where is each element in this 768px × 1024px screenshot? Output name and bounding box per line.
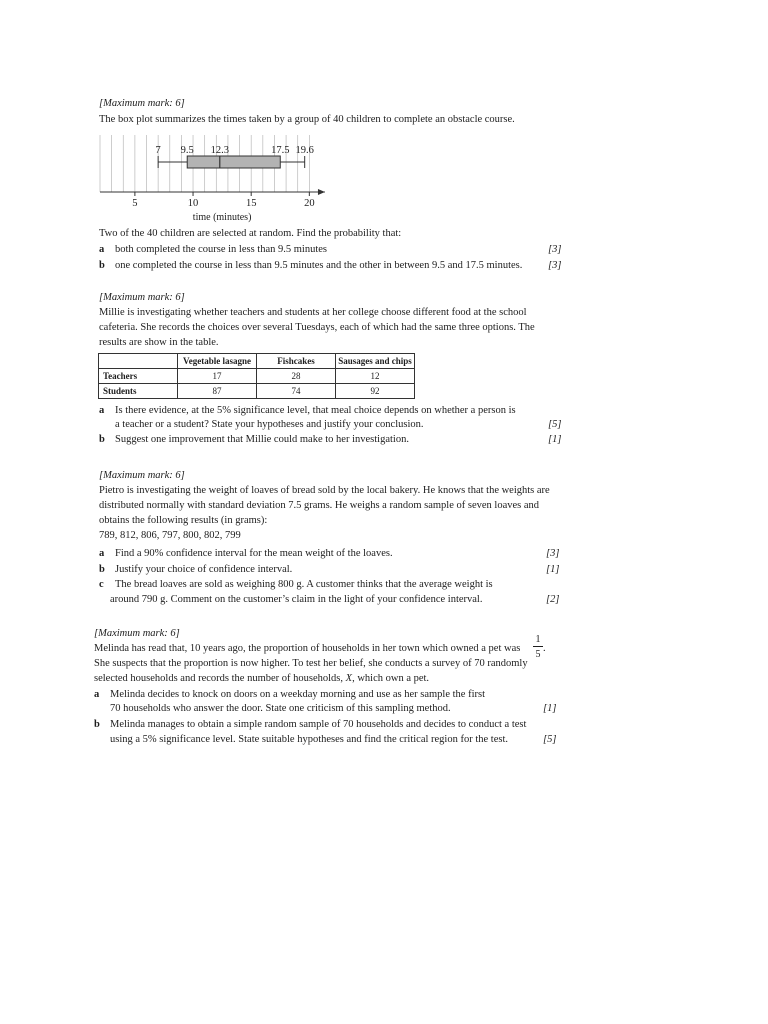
table-header-row	[99, 354, 415, 369]
table-row-label: Students	[99, 384, 178, 399]
q2-part-b-label: b	[99, 434, 105, 445]
q4-line3-post: , which own a pet.	[352, 673, 430, 684]
q1-intro: The box plot summarizes the times taken by a group of 40 children to complete an obstacle course.	[99, 114, 515, 125]
q2-results-table	[98, 353, 415, 399]
q1-part-a-mark: [3]	[548, 244, 562, 255]
q3-part-a-line-1: Find a 90% confidence interval for the mean weight of the loaves.	[115, 548, 393, 559]
value-label: 17.5	[271, 145, 290, 156]
q3-text-line-2: distributed normally with standard deviation 7.5 grams. He weighs a random sample of seven loaves and	[99, 500, 540, 511]
q4-variable-x: X	[345, 673, 353, 684]
x-tick-label: 5	[132, 198, 138, 209]
x-tick-label: 20	[304, 198, 315, 209]
q4-text-line-1: Melinda has read that, 10 years ago, the proportion of households in her town which owned a pet was	[94, 643, 521, 654]
table-header-cell: Vegetable lasagne	[178, 354, 257, 369]
q3-part-c-line-1: The bread loaves are sold as weighing 800 g. A customer thinks that the average weight is	[115, 579, 493, 590]
q1-part-a-label: a	[99, 244, 105, 255]
q4-part-a-label: a	[94, 689, 100, 700]
q1-stem: Two of the 40 children are selected at random. Find the probability that:	[99, 228, 402, 239]
q4-max-mark: [Maximum mark: 6]	[94, 628, 180, 639]
q4-part-a-line-1: Melinda decides to knock on doors on a weekday morning and use as her sample the first	[110, 689, 485, 700]
value-label: 19.6	[295, 145, 314, 156]
table-row	[99, 369, 415, 384]
q4-fraction-period: .	[543, 643, 546, 654]
q2-part-b-mark: [1]	[548, 434, 562, 445]
q3-part-b-mark: [1]	[546, 564, 560, 575]
value-label: 7	[155, 145, 161, 156]
q2-part-a-label: a	[99, 405, 105, 416]
value-label: 12.3	[210, 145, 229, 156]
q1-max-mark: [Maximum mark: 6]	[99, 98, 185, 109]
q4-part-b-mark: [5]	[543, 734, 557, 745]
x-tick-label: 10	[187, 198, 199, 209]
table-cell: 17	[178, 369, 257, 384]
q3-part-c-line-2: around 790 g. Comment on the customer’s claim in the light of your confidence interval.	[110, 594, 483, 605]
q3-part-b-line-1: Justify your choice of confidence interval.	[115, 564, 293, 575]
q3-part-a-mark: [3]	[546, 548, 560, 559]
q4-text-line-2: She suspects that the proportion is now higher. To test her belief, she conducts a survey of 70 randomly	[94, 658, 528, 669]
q3-text-line-3: obtains the following results (in grams):	[99, 515, 268, 526]
q4-line3-pre: selected households and records the number of households,	[94, 673, 346, 684]
q2-text-line-2: cafeteria. She records the choices over several Tuesdays, each of which had the same three options. The	[99, 322, 535, 333]
table-header-cell: Fishcakes	[257, 354, 336, 369]
x-axis-arrow	[318, 189, 325, 195]
x-axis-label: time (minutes)	[192, 212, 252, 223]
q3-part-a-label: a	[99, 548, 105, 559]
q4-part-b-line-2: using a 5% significance level. State suitable hypotheses and find the critical region for the test.	[110, 734, 509, 745]
table-cell: 92	[336, 384, 415, 399]
q2-part-a-mark: [5]	[548, 419, 562, 430]
q3-data-values: 789, 812, 806, 797, 800, 802, 799	[99, 530, 241, 541]
q2-part-a-line-1: Is there evidence, at the 5% significance level, that meal choice depends on whether a person is	[115, 405, 516, 416]
q4-text-line-3	[94, 673, 429, 684]
q2-text-line-1: Millie is investigating whether teachers and students at her college choose different food at the school	[99, 307, 527, 318]
table-corner-cell	[99, 354, 178, 369]
x-tick-label: 15	[245, 198, 257, 209]
table-cell: 74	[257, 384, 336, 399]
q3-part-c-label: c	[99, 579, 104, 590]
q1-part-a-text: both completed the course in less than 9.5 minutes	[115, 244, 327, 255]
q4-fraction-numerator: 1	[533, 634, 543, 647]
q3-max-mark: [Maximum mark: 6]	[99, 470, 185, 481]
iqr-box	[187, 156, 280, 168]
q4-part-a-line-2: 70 households who answer the door. State one criticism of this sampling method.	[110, 703, 451, 714]
q4-part-a-mark: [1]	[543, 703, 557, 714]
table-cell: 28	[257, 369, 336, 384]
q2-max-mark: [Maximum mark: 6]	[99, 292, 185, 303]
table-cell: 12	[336, 369, 415, 384]
q4-part-b-line-1: Melinda manages to obtain a simple random sample of 70 households and decides to conduct a test	[110, 719, 527, 730]
table-cell: 87	[178, 384, 257, 399]
q3-part-c-mark: [2]	[546, 594, 560, 605]
value-label: 9.5	[180, 145, 194, 156]
q1-part-b-mark: [3]	[548, 260, 562, 271]
q4-fraction-denominator: 5	[535, 649, 541, 660]
q2-part-a-line-2: a teacher or a student? State your hypotheses and justify your conclusion.	[115, 419, 424, 430]
q3-part-b-label: b	[99, 564, 105, 575]
q4-part-b-label: b	[94, 719, 100, 730]
q1-part-b-text: one completed the course in less than 9.5 minutes and the other in between 9.5 and 17.5 minutes.	[115, 260, 523, 271]
q2-text-line-3: results are show in the table.	[99, 337, 219, 348]
table-row-label: Teachers	[99, 369, 178, 384]
q2-part-b-line-1: Suggest one improvement that Millie could make to her investigation.	[115, 434, 409, 445]
q1-part-b-label: b	[99, 260, 105, 271]
table-row	[99, 384, 415, 399]
q3-text-line-1: Pietro is investigating the weight of loaves of bread sold by the local bakery. He knows that the weights are	[99, 485, 550, 496]
table-header-cell: Sausages and chips	[336, 354, 415, 369]
q1-box-plot	[95, 130, 325, 225]
